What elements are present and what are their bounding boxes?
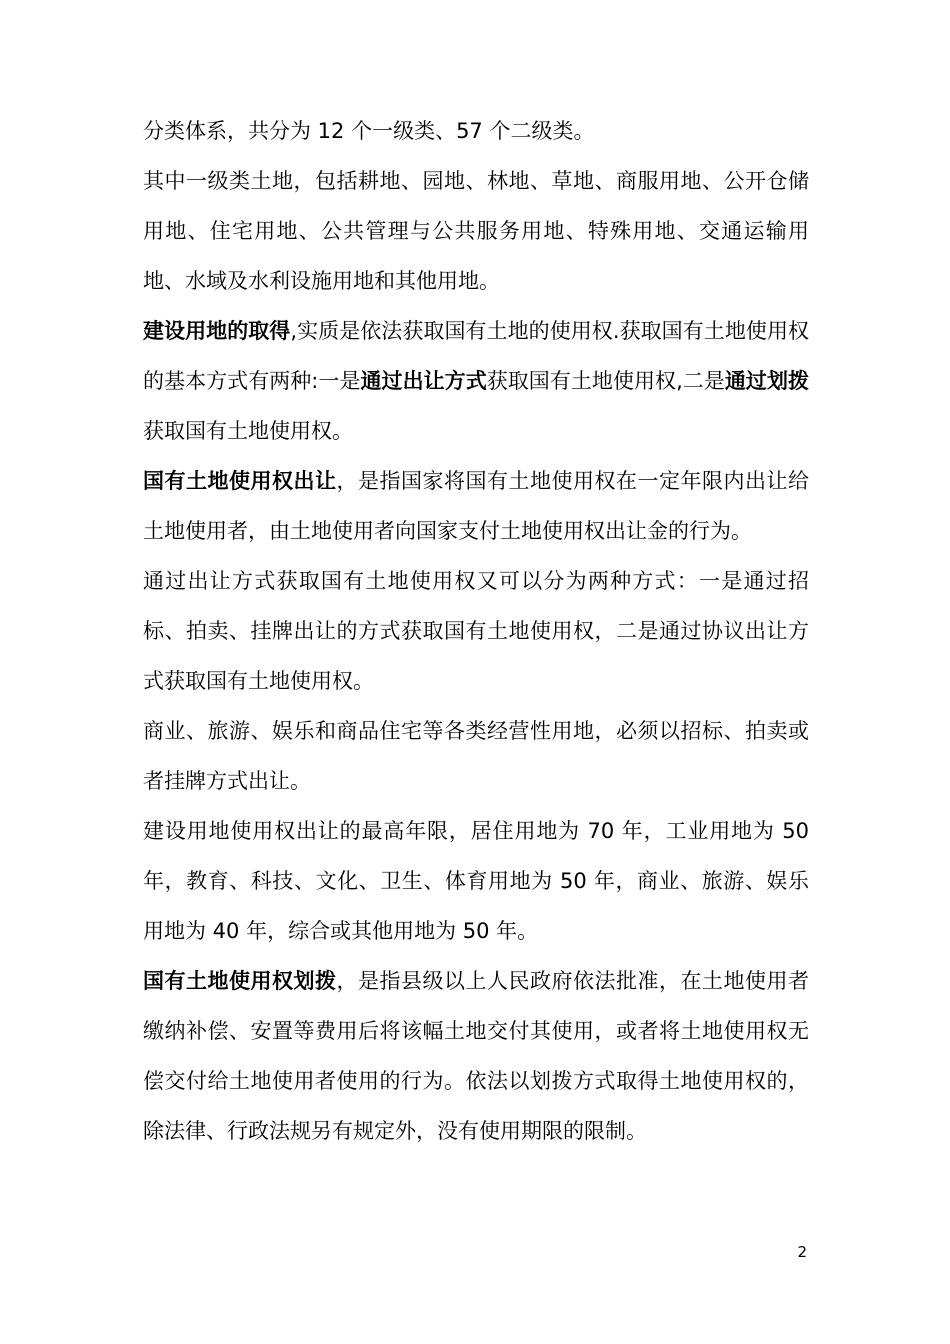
text-span: ，是指县级以上人民政府依法批准，在土地使用者缴纳补偿、安置等费用后将该幅土地交付其使用，或者将土地使用权无偿交付给土地使用者使用的行为。依法以划拨方式取得土地使用权的，除法律、行政法规另有规定外，没有使用期限的限制。 bbox=[143, 969, 809, 1143]
text-span: 通过出让方式获取国有土地使用权又可以分为两种方式：一是通过招标、拍卖、挂牌出让的方式获取国有土地使用权，二是通过协议出让方式获取国有土地使用权。 bbox=[143, 569, 809, 693]
bold-term: 建设用地的取得 bbox=[143, 319, 291, 343]
paragraph-land-allocation bbox=[143, 956, 809, 1156]
text-span: 分类体系，共分为 12 个一级类、57 个二级类。 bbox=[143, 119, 595, 143]
text-span: ，是指国家将国有土地使用权在一定年限内出让给土地使用者，由土地使用者向国家支付土地使用权出让金的行为。 bbox=[143, 469, 809, 543]
paragraph-first-level-categories bbox=[143, 156, 809, 306]
paragraph-transfer-methods bbox=[143, 556, 809, 706]
paragraph-classification-system bbox=[143, 106, 809, 156]
paragraph-land-use-right-transfer bbox=[143, 456, 809, 556]
body-text bbox=[143, 106, 809, 1156]
bold-term: 通过划拨 bbox=[724, 369, 809, 393]
text-span: 获取国有土地使用权。 bbox=[143, 419, 353, 443]
text-span: 获取国有土地使用权,二是 bbox=[486, 369, 725, 393]
page-number: 2 bbox=[797, 1243, 807, 1261]
text-span: 建设用地使用权出让的最高年限，居住用地为 70 年，工业用地为 50 年，教育、科技、文化、卫生、体育用地为 50 年，商业、旅游、娱乐用地为 40 年，综合或其他用地为 50 年。 bbox=[143, 819, 809, 943]
paragraph-maximum-term bbox=[143, 806, 809, 956]
bold-term: 国有土地使用权划拨 bbox=[143, 969, 337, 993]
text-span: 其中一级类土地，包括耕地、园地、林地、草地、商服用地、公开仓储用地、住宅用地、公共管理与公共服务用地、特殊用地、交通运输用地、水域及水利设施用地和其他用地。 bbox=[143, 169, 809, 293]
paragraph-construction-land-acquisition bbox=[143, 306, 809, 456]
text-span: 商业、旅游、娱乐和商品住宅等各类经营性用地，必须以招标、拍卖或者挂牌方式出让。 bbox=[143, 719, 809, 793]
bold-term: 国有土地使用权出让 bbox=[143, 469, 337, 493]
paragraph-commercial-land bbox=[143, 706, 809, 806]
text-span: ,实质是依法获取国有土地的使用权.获取国有土地使用权的基本方式有两种:一是 bbox=[143, 319, 809, 393]
bold-term: 通过出让方式 bbox=[360, 369, 487, 393]
